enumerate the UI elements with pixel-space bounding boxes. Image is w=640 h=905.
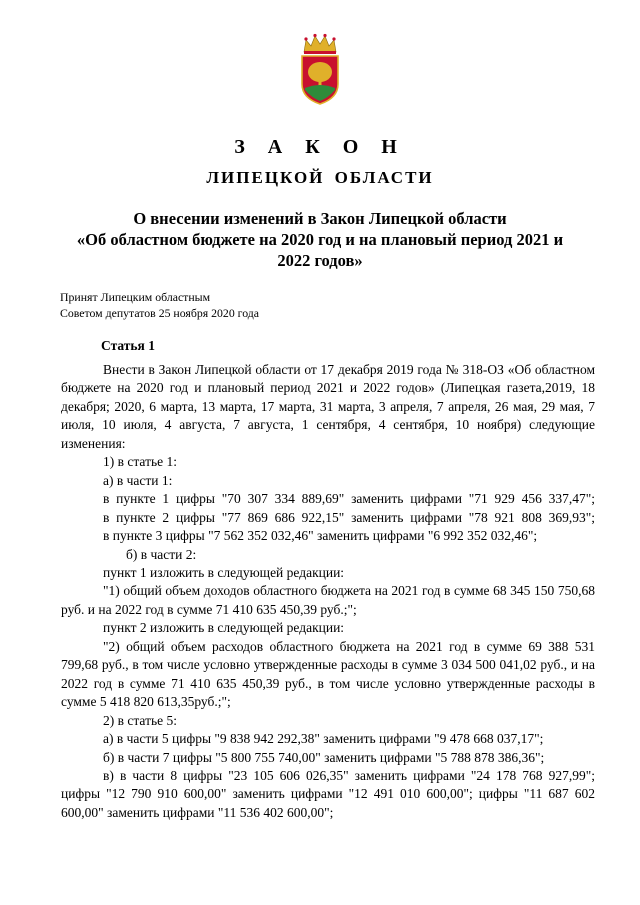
document-title xyxy=(60,208,580,271)
amendment-item: в) в части 8 цифры "23 105 606 026,35" заменить цифрами "24 178 768 927,99"; цифры "12 790 910 600,00" заменить цифрами "12 491 010 600,00"; цифры "11 687 602 600,00" заменить цифрами "11 536 402 600,00"; xyxy=(61,767,595,820)
document-title-line: «Об областном бюджете на 2020 год и на плановый период 2021 и 2022 годов» xyxy=(76,230,564,270)
adoption-line: Советом депутатов 25 ноября 2020 года xyxy=(60,306,260,320)
law-title: З А К О Н xyxy=(234,136,406,158)
amendment-item: пункт 1 изложить в следующей редакции: xyxy=(103,564,345,580)
adoption-line: Принят Липецким областным xyxy=(60,290,211,304)
adoption-note xyxy=(60,289,259,321)
document-title-line: О внесении изменений в Закон Липецкой области xyxy=(133,209,507,228)
article-body xyxy=(61,361,595,822)
amendment-item: а) в части 1: xyxy=(103,472,173,488)
amendment-list xyxy=(61,453,595,822)
coat-of-arms-icon xyxy=(298,32,342,106)
amendment-item: "1) общий объем доходов областного бюджета на 2021 год в сумме 68 345 150 750,68 руб. и на 2022 год в сумме 71 410 635 450,39 руб.;"; xyxy=(61,583,595,617)
amendment-item: 1) в статье 1: xyxy=(103,454,177,470)
region-title: ЛИПЕЦКОЙ ОБЛАСТИ xyxy=(206,168,434,187)
amendment-item: пункт 2 изложить в следующей редакции: xyxy=(103,620,345,636)
article-heading: Статья 1 xyxy=(101,338,155,353)
amendment-item: 2) в статье 5: xyxy=(103,712,177,728)
amendment-item: в пункте 3 цифры "7 562 352 032,46" заменить цифрами "6 992 352 032,46"; xyxy=(103,528,538,544)
article-intro: Внести в Закон Липецкой области от 17 декабря 2019 года № 318-ОЗ «Об областном бюджете на 2020 год и плановый период 2021 и 2022 годов» (Липецкая газета,2019, 18 декабря; 2020, 6 марта, 13 марта, 17 марта, 31 марта, 3 апреля, 7 апреля, 26 мая, 29 мая, 7 июля, 10 июля, 4 августа, 7 августа, 1 сентября, 4 сентября, 10 ноября) следующие изменения: xyxy=(61,362,595,451)
amendment-item: в пункте 2 цифры "77 869 686 922,15" заменить цифрами "78 921 808 369,93"; xyxy=(103,509,595,525)
amendment-item: а) в части 5 цифры "9 838 942 292,38" заменить цифрами "9 478 668 037,17"; xyxy=(103,731,544,747)
amendment-item: в пункте 1 цифры "70 307 334 889,69" заменить цифрами "71 929 456 337,47"; xyxy=(103,491,595,507)
amendment-item: б) в части 7 цифры "5 800 755 740,00" заменить цифрами "5 788 878 386,36"; xyxy=(103,749,545,765)
amendment-item: б) в части 2: xyxy=(126,546,197,562)
amendment-item: "2) общий объем расходов областного бюджета на 2021 год в сумме 69 388 531 799,68 руб., в том числе условно утвержденные расходы в сумме 3 034 500 041,02 руб., и на 2022 год в сумме 71 410 635 450,39 руб., в том числе условно утвержденные расходы в сумме 5 418 820 613,35руб.;"; xyxy=(61,638,595,710)
